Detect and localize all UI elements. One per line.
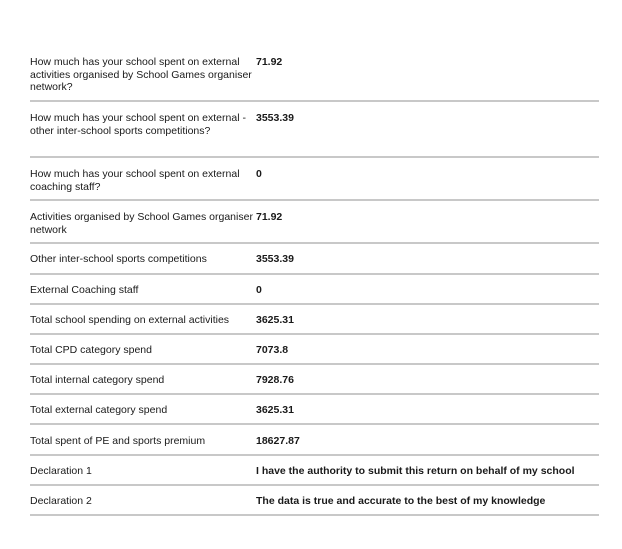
row-label: Total external category spend bbox=[30, 404, 168, 416]
row-label: Total CPD category spend bbox=[30, 344, 152, 356]
row-value: 3625.31 bbox=[256, 314, 294, 326]
row-value: The data is true and accurate to the best of my knowledge bbox=[256, 495, 546, 507]
summary-row bbox=[30, 158, 599, 201]
row-value: 71.92 bbox=[256, 211, 283, 223]
summary-row bbox=[30, 44, 599, 102]
summary-list bbox=[30, 44, 599, 516]
row-label: How much has your school spent on external coaching staff? bbox=[30, 168, 240, 193]
summary-row bbox=[30, 456, 599, 486]
row-value: 7928.76 bbox=[256, 374, 294, 386]
row-label: Other inter-school sports competitions bbox=[30, 253, 207, 265]
row-label: Declaration 2 bbox=[30, 495, 92, 507]
row-label: External Coaching staff bbox=[30, 284, 139, 296]
row-label: Total spent of PE and sports premium bbox=[30, 435, 206, 447]
summary-row bbox=[30, 335, 599, 365]
row-value: I have the authority to submit this return on behalf of my school bbox=[256, 465, 575, 477]
row-value: 71.92 bbox=[256, 56, 283, 68]
row-value: 0 bbox=[256, 284, 262, 296]
row-value: 3553.39 bbox=[256, 112, 294, 124]
summary-row bbox=[30, 275, 599, 305]
row-value: 18627.87 bbox=[256, 435, 300, 447]
row-value: 7073.8 bbox=[256, 344, 289, 356]
row-label: Declaration 1 bbox=[30, 465, 92, 477]
row-value: 3625.31 bbox=[256, 404, 294, 416]
row-label: How much has your school spent on external - other inter-school sports competitions? bbox=[30, 112, 246, 137]
row-value: 0 bbox=[256, 168, 262, 180]
summary-row bbox=[30, 395, 599, 425]
summary-row bbox=[30, 365, 599, 395]
row-label: Total internal category spend bbox=[30, 374, 165, 386]
row-label: Activities organised by School Games organiser network bbox=[30, 211, 253, 236]
summary-row bbox=[30, 425, 599, 456]
row-label: Total school spending on external activities bbox=[30, 314, 230, 326]
summary-row bbox=[30, 201, 599, 244]
summary-row bbox=[30, 244, 599, 275]
summary-row bbox=[30, 102, 599, 158]
row-label: How much has your school spent on external activities organised by School Games organiser network? bbox=[30, 56, 252, 94]
summary-row bbox=[30, 305, 599, 335]
summary-row bbox=[30, 486, 599, 516]
row-value: 3553.39 bbox=[256, 253, 294, 265]
